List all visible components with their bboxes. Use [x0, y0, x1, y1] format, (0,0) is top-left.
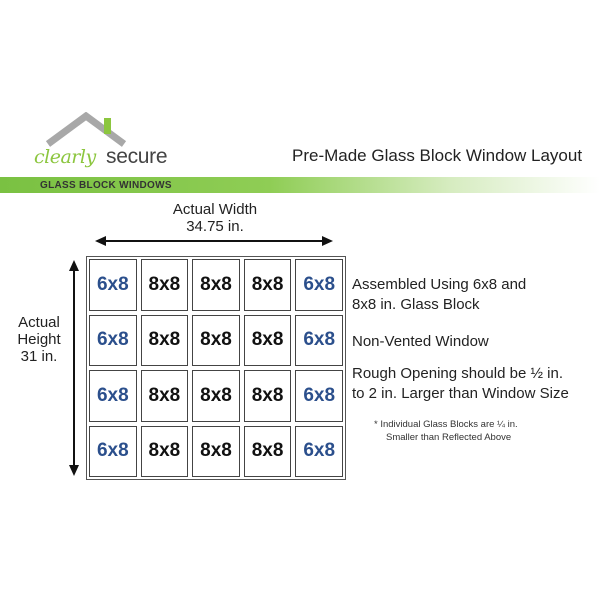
glass-block-8x8: 8x8	[244, 426, 292, 478]
note-assembled-line1: Assembled Using 6x8 and	[352, 276, 527, 293]
glass-block-8x8: 8x8	[192, 370, 240, 422]
logo-word-secure: secure	[106, 145, 168, 168]
glass-block-8x8: 8x8	[141, 370, 189, 422]
glass-block-8x8: 8x8	[244, 259, 292, 311]
note-assembled-line2: 8x8 in. Glass Block	[352, 296, 480, 313]
page-title: Pre-Made Glass Block Window Layout	[292, 146, 583, 165]
glass-block-6x8: 6x8	[295, 315, 343, 367]
glass-block-8x8: 8x8	[244, 315, 292, 367]
height-value: 31 in.	[20, 348, 58, 365]
note-rough-opening-line1: Rough Opening should be ½ in.	[352, 365, 563, 382]
glass-block-8x8: 8x8	[141, 259, 189, 311]
height-label-line1: Actual	[18, 314, 60, 331]
glass-block-8x8: 8x8	[192, 259, 240, 311]
glass-block-grid	[86, 256, 346, 480]
height-label-line2: Height	[17, 331, 61, 348]
width-arrow-right-head	[322, 236, 333, 246]
height-arrow-top-head	[69, 260, 79, 271]
glass-block-6x8: 6x8	[89, 259, 137, 311]
note-rough-opening-line2: to 2 in. Larger than Window Size	[352, 385, 569, 402]
glass-block-8x8: 8x8	[141, 315, 189, 367]
width-arrow-left-head	[95, 236, 106, 246]
band-label: GLASS BLOCK WINDOWS	[40, 180, 172, 191]
footnote-line1: * Individual Glass Blocks are ¼ in.	[374, 419, 518, 430]
glass-block-8x8: 8x8	[192, 426, 240, 478]
glass-block-6x8: 6x8	[89, 315, 137, 367]
glass-block-6x8: 6x8	[89, 370, 137, 422]
glass-block-8x8: 8x8	[141, 426, 189, 478]
glass-block-8x8: 8x8	[244, 370, 292, 422]
width-label: Actual Width	[172, 201, 258, 218]
logo-word-clearly: clearly	[34, 146, 96, 168]
height-arrow-bottom-head	[69, 465, 79, 476]
note-non-vented: Non-Vented Window	[352, 333, 489, 350]
brand-logo	[28, 112, 168, 176]
footnote-line2: Smaller than Reflected Above	[386, 432, 512, 443]
glass-block-6x8: 6x8	[295, 259, 343, 311]
glass-block-6x8: 6x8	[89, 426, 137, 478]
glass-block-6x8: 6x8	[295, 426, 343, 478]
glass-block-8x8: 8x8	[192, 315, 240, 367]
glass-block-6x8: 6x8	[295, 370, 343, 422]
width-value: 34.75 in.	[186, 218, 244, 235]
